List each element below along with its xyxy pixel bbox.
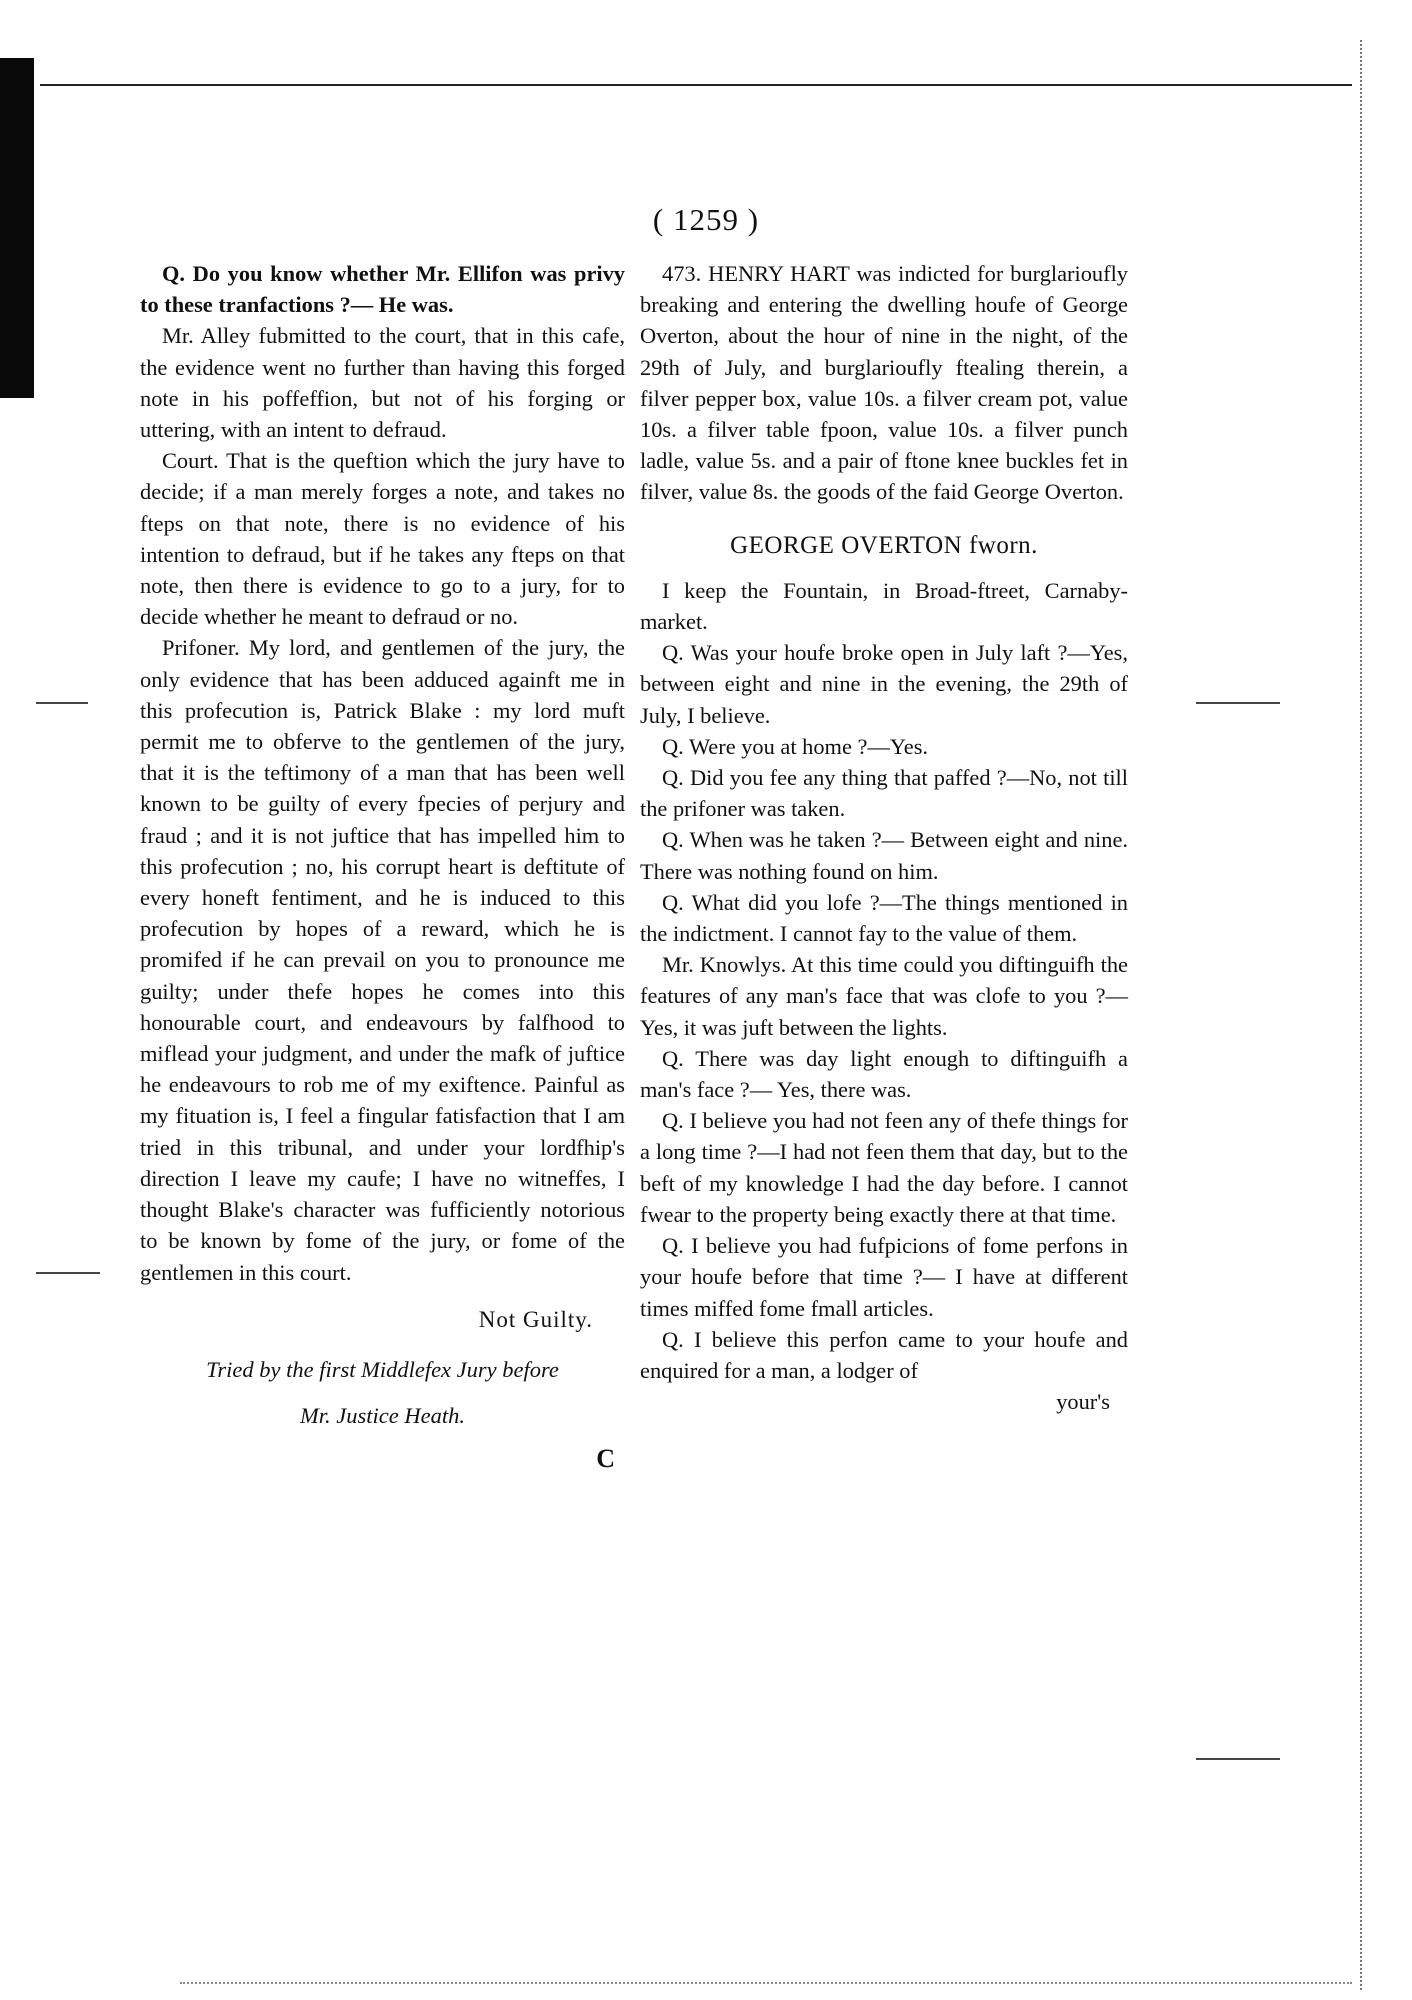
paragraph: Q. There was day light enough to diftinguifh a man's face ?— Yes, there was. [640,1045,1128,1103]
margin-mark [36,1272,100,1274]
indictment-paragraph: 473. HENRY HART was indicted for burglarioufly breaking and entering the dwelling houfe of George Overton, about the hour of nine in the night, of the 29th of July, and burglarioufly ftealing therein, a filver pepper box, value 10s. a filver cream pot, value 10s. a filver table fpoon, value 10s. a filver punch ladle, value 5s. and a pair of ftone knee buckles fet in filver, value 8s. the goods of the faid George Overton. [640,261,1128,505]
margin-mark [1196,1758,1280,1760]
paragraph: Q. I believe you had fufpicions of fome perfons in your houfe before that time ?— I have at different times miffed fome fmall articles. [640,1233,1128,1321]
margin-mark [1196,702,1280,704]
bottom-page-edge [180,1982,1352,1984]
witness-heading: GEORGE OVERTON fworn. [730,531,1038,559]
paragraph: Prifoner. My lord, and gentlemen of the jury, the only evidence that has been adduced againft me in this profecution is, Patrick Blake : my lord muft permit me to obferve to the gentlemen of the jury, that it is the teftimony of a man that has been well known to be guilty of every fpecies of perjury and fraud ; and it is not juftice that has impelled him to this profecution ; no, his corrupt heart is deftitute of every honeft fentiment, and he is induced to this profecution by hopes of a reward, which he is promifed if he can prevail on you to pronounce me guilty; under thefe hopes he comes into this honourable court, and endeavours by falfhood to miflead your judgment, and under the mafk of juftice he endeavours to rob me of my exiftence. Painful as my fituation is, I feel a fingular fatisfaction that I am tried in this tribunal, and under your lordfhip's direction I leave my caufe; I have no witneffes, I thought Blake's character was fufficiently notorious to be known by fome of the jury, or fome of the gentlemen in this court. [140,635,625,1285]
paragraph: Q. When was he taken ?— Between eight and nine. There was nothing found on him. [640,827,1128,884]
paragraph: Q. Did you fee any thing that paffed ?—No, not till the prifoner was taken. [640,765,1128,822]
paragraph: Q. I believe this perfon came to your houfe and enquired for a man, a lodger of [640,1326,1128,1383]
paragraph: Q. I believe you had not feen any of thefe things for a long time ?—I had not feen them that day, but to the beft of my knowledge I had the day before. I cannot fwear to the property being exactly there at that time. [640,1108,1128,1227]
paragraph: Court. That is the queftion which the jury have to decide; if a man merely forges a note, and takes no fteps on that note, there is no evidence of his intention to defraud, but if he takes any fteps on that note, then there is evidence to go to a jury, for to decide whether he meant to defraud or no. [140,448,625,630]
paragraph: Q. Do you know whether Mr. Ellifon was privy to these tranfactions ?— He was. [140,261,625,318]
top-rule [40,84,1352,86]
judge-name: Mr. Justice Heath. [300,1402,465,1428]
signature-mark: C [596,1443,615,1473]
page-number: ( 1259 ) [652,202,760,237]
right-page-edge [1360,40,1402,1990]
verdict: Not Guilty. [478,1306,593,1332]
paragraph: Mr. Alley fubmitted to the court, that in this cafe, the evidence went no further than having this forged note in his poffeffion, but not of his forging or uttering, with an intent to defraud. [140,323,625,443]
margin-mark [36,702,88,704]
paragraph: I keep the Fountain, in Broad-ftreet, Carnaby-market. [640,577,1128,635]
right-column [640,258,1128,1417]
paragraph: Q. What did you lofe ?—The things mentioned in the indictment. I cannot fay to the value of them. [640,889,1128,947]
paragraph: Mr. Knowlys. At this time could you diftinguifh the features of any man's face that was clofe to you ?—Yes, it was juft between the lights. [640,952,1128,1040]
paragraph: Q. Was your houfe broke open in July laft ?—Yes, between eight and nine in the evening, the 29th of July, I believe. [640,640,1128,728]
paragraph: Q. Were you at home ?—Yes. [662,733,929,759]
left-column [140,258,625,1474]
trial-note-line: Tried by the first Middlefex Jury before [206,1356,559,1382]
trial-note [140,1347,625,1439]
catchword: your's [1056,1389,1110,1415]
